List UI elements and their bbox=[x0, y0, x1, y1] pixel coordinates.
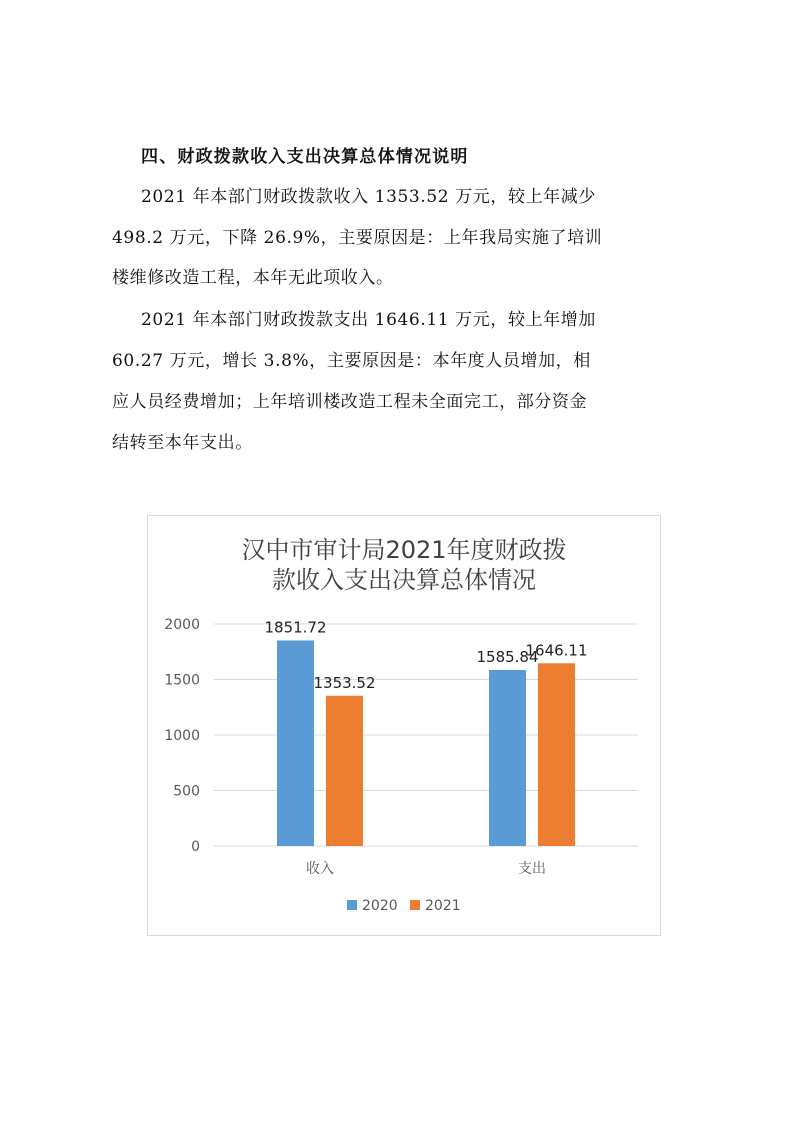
data-label: 1585.84 bbox=[476, 647, 539, 666]
data-label: 1353.52 bbox=[313, 673, 376, 692]
y-tick-label: 1000 bbox=[164, 728, 200, 744]
category-label: 收入 bbox=[306, 861, 334, 877]
paragraph1-line3: 楼维修改造工程，本年无此项收入。 bbox=[112, 268, 394, 288]
paragraph2-line1: 2021 年本部门财政拨款支出 1646.11 万元，较上年增加 bbox=[141, 310, 596, 330]
y-tick-label: 2000 bbox=[164, 617, 200, 633]
y-tick-label: 0 bbox=[191, 839, 200, 855]
data-label: 1646.11 bbox=[525, 641, 588, 660]
y-tick-label: 500 bbox=[173, 783, 200, 800]
paragraph2-line2: 60.27 万元，增长 3.8%，主要原因是：本年度人员增加，相 bbox=[112, 351, 591, 371]
bar-2021-income bbox=[326, 696, 363, 846]
legend-swatch-2021 bbox=[410, 900, 420, 910]
legend-swatch-2020 bbox=[347, 900, 357, 910]
bar-2020-income bbox=[277, 640, 314, 846]
data-label: 1851.72 bbox=[264, 618, 327, 637]
y-tick-label: 1500 bbox=[164, 672, 200, 689]
paragraph1-line1: 2021 年本部门财政拨款收入 1353.52 万元，较上年减少 bbox=[141, 187, 596, 207]
bar-chart bbox=[148, 516, 660, 935]
category-label: 支出 bbox=[518, 861, 546, 877]
chart-container bbox=[147, 515, 661, 936]
chart-title-line2: 款收入支出决算总体情况 bbox=[272, 566, 536, 594]
paragraph1-line2: 498.2 万元，下降 26.9%，主要原因是：上年我局实施了培训 bbox=[112, 228, 603, 248]
section-heading: 四、财政拨款收入支出决算总体情况说明 bbox=[141, 147, 469, 167]
paragraph2-line4: 结转至本年支出。 bbox=[112, 433, 253, 453]
paragraph2-line3: 应人员经费增加；上年培训楼改造工程未全面完工，部分资金 bbox=[112, 392, 588, 412]
bar-2021-expense bbox=[538, 663, 575, 846]
legend-label-2021: 2021 bbox=[425, 898, 461, 914]
chart-title-line1: 汉中市审计局2021年度财政拨 bbox=[241, 536, 567, 564]
bar-2020-expense bbox=[489, 670, 526, 846]
legend-label-2020: 2020 bbox=[362, 898, 398, 914]
